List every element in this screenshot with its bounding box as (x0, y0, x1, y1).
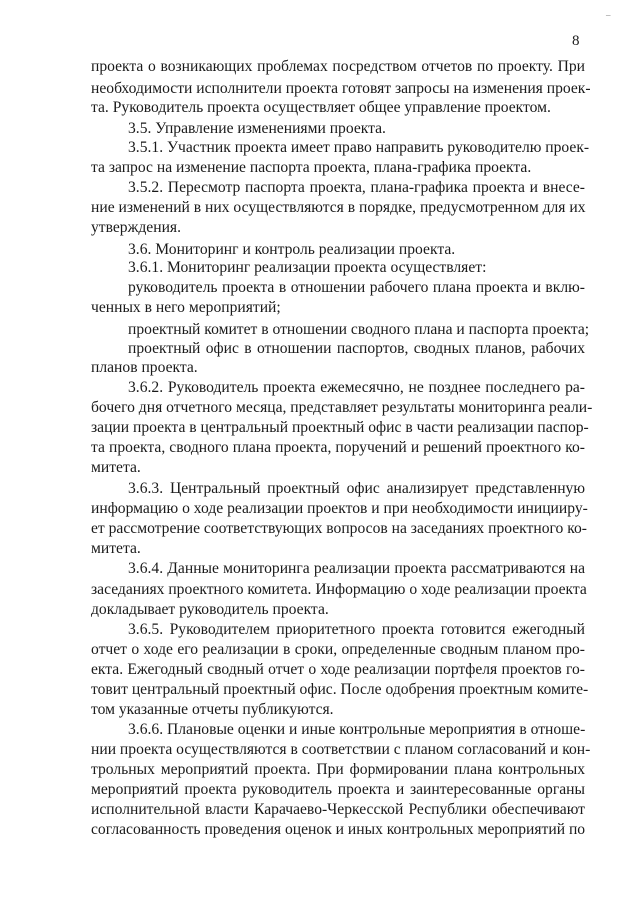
text-line: 3.6.6. Плановые оценки и иные контрольные мероприятия в отноше- (128, 721, 586, 738)
text-line: 3.5.2. Пересмотр паспорта проекта, плана-графика проекта и внесе- (128, 179, 585, 196)
text-line: ченных в него мероприятий; (91, 299, 281, 316)
text-line: екта. Ежегодный сводный отчет о ходе реализации портфеля проектов го- (91, 661, 585, 678)
text-line: та. Руководитель проекта осуществляет общее управление проектом. (91, 99, 551, 116)
text-line: 3.6.4. Данные мониторинга реализации проекта рассматриваются на (128, 560, 585, 577)
text-line: планов проекта. (91, 359, 198, 376)
text-line: та запрос на изменение паспорта проекта, плана-графика проекта. (91, 159, 532, 176)
text-line: 3.6. Мониторинг и контроль реализации проекта. (128, 241, 456, 258)
text-line: проектный офис в отношении паспортов, сводных планов, рабочих (128, 340, 585, 357)
page-number: 8 (572, 33, 580, 49)
text-line: зации проекта в центральный проектный офис в части реализации паспор- (91, 419, 589, 436)
text-line: 3.5.1. Участник проекта имеет право направить руководителю проек- (128, 139, 590, 156)
text-line: информацию о ходе реализации проектов и при необходимости иницииру- (91, 500, 588, 517)
text-line: мероприятий проекта руководитель проекта и заинтересованные органы (91, 781, 585, 798)
scan-edge-mark: – (606, 10, 611, 20)
text-line: 3.6.1. Мониторинг реализации проекта осуществляет: (128, 259, 487, 276)
text-line: исполнительной власти Карачаево-Черкесской Республики обеспечивают (91, 801, 585, 818)
text-line: ет рассмотрение соответствующих вопросов на заседаниях проектного ко- (91, 520, 587, 537)
text-line: утверждения. (91, 219, 181, 236)
text-line: бочего дня отчетного месяца, представляет результаты мониторинга реали- (91, 399, 593, 416)
text-line: 3.6.5. Руководителем приоритетного проекта готовится ежегодный (128, 621, 585, 638)
text-line: согласованность проведения оценок и иных контрольных мероприятий по (91, 821, 586, 838)
text-line: том указанные отчеты публикуются. (91, 701, 334, 718)
text-line: митета. (91, 459, 141, 476)
text-line: необходимости исполнители проекта готовят запросы на изменения проек- (91, 80, 591, 97)
text-line: 3.5. Управление изменениями проекта. (128, 120, 386, 137)
text-line: та проекта, сводного плана проекта, поручений и решений проектного ко- (91, 439, 585, 456)
text-line: проекта о возникающих проблемах посредством отчетов по проекту. При (91, 58, 585, 75)
text-line: заседаниях проектного комитета. Информацию о ходе реализации проекта (91, 581, 587, 598)
text-line: товит центральный проектный офис. После одобрения проектным комите- (91, 681, 589, 698)
text-line: ние изменений в них осуществляются в порядке, предусмотренном для их (91, 199, 586, 216)
text-line: докладывает руководитель проекта. (91, 601, 329, 618)
text-line: руководитель проекта в отношении рабочего плана проекта и вклю- (128, 279, 585, 296)
text-line: отчет о ходе его реализации в сроки, определенные сводным планом про- (91, 641, 585, 658)
text-line: митета. (91, 540, 141, 557)
text-line: 3.6.3. Центральный проектный офис анализирует представленную (128, 480, 585, 497)
text-line: трольных мероприятий проекта. При формировании плана контрольных (91, 761, 585, 778)
text-line: нии проекта осуществляются в соответствии с планом согласований и кон- (91, 741, 591, 758)
text-line: проектный комитет в отношении сводного плана и паспорта проекта; (128, 321, 590, 338)
text-line: 3.6.2. Руководитель проекта ежемесячно, не позднее последнего ра- (128, 379, 585, 396)
